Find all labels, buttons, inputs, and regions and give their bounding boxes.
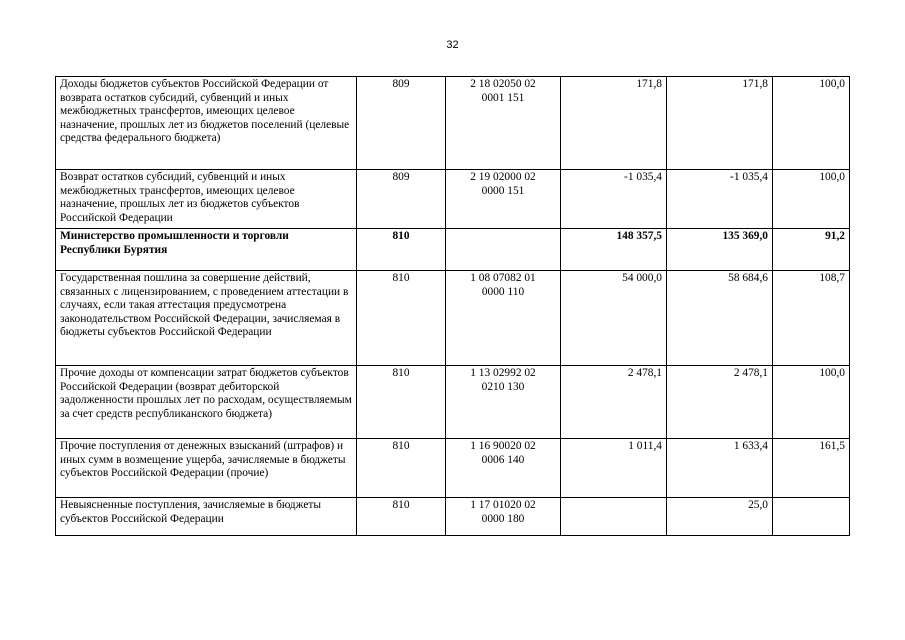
budget-code-cell <box>446 77 561 170</box>
executed-amount-cell: 1 633,4 <box>667 439 773 498</box>
executed-amount-cell: 135 369,0 <box>667 229 773 271</box>
admin-code-cell: 809 <box>357 170 446 229</box>
budget-code-part-1: 1 16 90020 02 <box>470 440 536 452</box>
budget-code-part-2: 0006 140 <box>481 453 525 466</box>
percent-executed-cell: 91,2 <box>773 229 850 271</box>
percent-executed-cell: 100,0 <box>773 366 850 439</box>
budget-code-part-2: 0001 151 <box>481 91 525 104</box>
revenue-name-cell: Доходы бюджетов субъектов Российской Федерации от возврата остатков субсидий, субвенций и иных межбюджетных трансфертов, имеющих целевое назначение, прошлых лет из бюджетов поселений (целевые средства федерального бюджета) <box>56 77 357 170</box>
budget-code-cell <box>446 271 561 366</box>
page-number: 32 <box>446 39 459 51</box>
plan-amount-cell: 148 357,5 <box>561 229 667 271</box>
budget-code-part-2: 0000 180 <box>481 512 525 525</box>
budget-code-part-2: 0210 130 <box>481 380 525 393</box>
revenue-name-cell: Министерство промышленности и торговли Республики Бурятия <box>56 229 357 271</box>
percent-executed-cell: 108,7 <box>773 271 850 366</box>
table-row <box>56 439 850 498</box>
budget-code-cell <box>446 170 561 229</box>
executed-amount-cell: -1 035,4 <box>667 170 773 229</box>
budget-revenue-table <box>55 76 850 536</box>
revenue-name-cell: Прочие поступления от денежных взысканий (штрафов) и иных сумм в возмещение ущерба, зачисляемые в бюджеты субъектов Российской Федерации (прочие) <box>56 439 357 498</box>
plan-amount-cell: 54 000,0 <box>561 271 667 366</box>
percent-executed-cell: 100,0 <box>773 170 850 229</box>
admin-code-cell: 809 <box>357 77 446 170</box>
budget-code-cell <box>446 229 561 271</box>
budget-code-part-1: 2 19 02000 02 <box>470 171 536 183</box>
budget-code-part-1: 1 13 02992 02 <box>470 367 536 379</box>
table-row <box>56 170 850 229</box>
budget-code-part-2: 0000 110 <box>481 285 525 298</box>
revenue-name-cell: Прочие доходы от компенсации затрат бюджетов субъектов Российской Федерации (возврат дебиторской задолженности прошлых лет по расходам, осуществляемым за счет средств республиканского бюджета) <box>56 366 357 439</box>
budget-code-part-1: 2 18 02050 02 <box>470 78 536 90</box>
budget-code-cell <box>446 498 561 536</box>
budget-code-cell <box>446 366 561 439</box>
percent-executed-cell <box>773 498 850 536</box>
table-row <box>56 498 850 536</box>
admin-code-cell: 810 <box>357 439 446 498</box>
revenue-name-cell: Возврат остатков субсидий, субвенций и иных межбюджетных трансфертов, имеющих целевое назначение, прошлых лет из бюджетов субъектов Российской Федерации <box>56 170 357 229</box>
budget-code-part-1: 1 17 01020 02 <box>470 499 536 511</box>
budget-code-part-1: 1 08 07082 01 <box>470 272 536 284</box>
budget-code-cell <box>446 439 561 498</box>
table-row <box>56 77 850 170</box>
budget-code-part-2: 0000 151 <box>481 184 525 197</box>
table-row <box>56 271 850 366</box>
table-row-ministry-header <box>56 229 850 271</box>
plan-amount-cell: -1 035,4 <box>561 170 667 229</box>
revenue-name-cell: Государственная пошлина за совершение действий, связанных с лицензированием, с проведением аттестации в случаях, если такая аттестация предусмотрена законодательством Российской Федерации, зачисляемая в бюджеты субъектов Российской Федерации <box>56 271 357 366</box>
plan-amount-cell: 2 478,1 <box>561 366 667 439</box>
plan-amount-cell: 171,8 <box>561 77 667 170</box>
admin-code-cell: 810 <box>357 498 446 536</box>
executed-amount-cell: 58 684,6 <box>667 271 773 366</box>
revenue-name-cell: Невыясненные поступления, зачисляемые в бюджеты субъектов Российской Федерации <box>56 498 357 536</box>
admin-code-cell: 810 <box>357 366 446 439</box>
executed-amount-cell: 171,8 <box>667 77 773 170</box>
table-row <box>56 366 850 439</box>
executed-amount-cell: 2 478,1 <box>667 366 773 439</box>
percent-executed-cell: 100,0 <box>773 77 850 170</box>
plan-amount-cell <box>561 498 667 536</box>
executed-amount-cell: 25,0 <box>667 498 773 536</box>
plan-amount-cell: 1 011,4 <box>561 439 667 498</box>
admin-code-cell: 810 <box>357 229 446 271</box>
percent-executed-cell: 161,5 <box>773 439 850 498</box>
admin-code-cell: 810 <box>357 271 446 366</box>
